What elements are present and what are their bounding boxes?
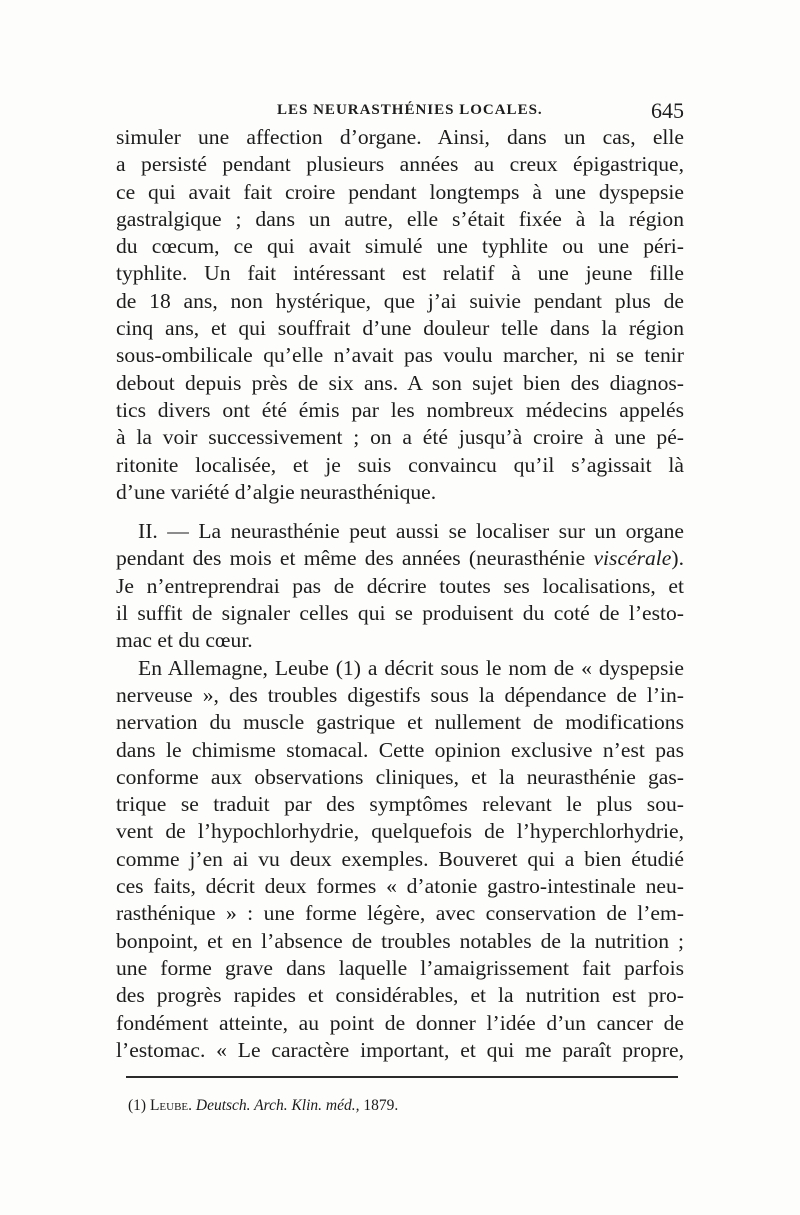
- text-line: typhlite. Un fait intéressant est relatif à une jeune fille: [116, 261, 684, 286]
- text-line: II. — La neurasthénie peut aussi se localiser sur un organe: [138, 519, 684, 544]
- text-line: nervation du muscle gastrique et nullement de modifications: [116, 710, 684, 735]
- text-fragment: ).: [671, 546, 684, 571]
- paragraph-1: [116, 124, 684, 506]
- text-line: sous-ombilicale qu’elle n’avait pas voulu marcher, ni se tenir: [116, 343, 684, 368]
- footnote-rule: [126, 1076, 678, 1078]
- text-line: il suffit de signaler celles qui se produisent du coté de l’esto-: [116, 601, 684, 626]
- text-line: conforme aux observations cliniques, et la neurasthénie gas-: [116, 764, 684, 789]
- footnote-journal: Deutsch. Arch. Klin. méd.,: [195, 1097, 360, 1114]
- text-line: ces faits, décrit deux formes « d’atonie gastro-intestinale neu-: [116, 874, 684, 899]
- text-line: a persisté pendant plusieurs années au creux épigastrique,: [116, 152, 684, 177]
- text-line: de 18 ans, non hystérique, que j’ai suivie pendant plus de: [116, 288, 684, 313]
- text-line: [116, 545, 684, 572]
- text-line: bonpoint, et en l’absence de troubles notables de la nutrition ;: [116, 928, 684, 953]
- paragraph-spacer: [116, 506, 684, 518]
- text-line: rasthénique » : une forme légère, avec conservation de l’em-: [116, 901, 684, 926]
- page-number: 645: [651, 98, 684, 123]
- italic-word: viscérale: [593, 546, 672, 571]
- footnote-author: Leube.: [149, 1097, 193, 1114]
- text-line: comme j’en ai vu deux exemples. Bouveret qui a bien étudié: [116, 846, 684, 871]
- text-line: l’estomac. « Le caractère important, et qui me paraît propre,: [116, 1037, 684, 1062]
- text-line: à la voir successivement ; on a été jusqu’à croire à une pé-: [116, 425, 684, 450]
- footnote: [128, 1097, 398, 1115]
- text-line: simuler une affection d’organe. Ainsi, dans un cas, elle: [116, 125, 684, 149]
- text-line: du cœcum, ce qui avait simulé une typhlite ou une péri-: [116, 234, 684, 259]
- text-line: vent de l’hypochlorhydrie, quelquefois de l’hyperchlorhydrie,: [116, 819, 684, 844]
- text-line: ce qui avait fait croire pendant longtemps à une dyspepsie: [116, 179, 684, 204]
- text-line: tics divers ont été émis par les nombreux médecins appelés: [116, 397, 684, 422]
- text-line: cinq ans, et qui souffrait d’une douleur telle dans la région: [116, 316, 684, 341]
- text-line: En Allemagne, Leube (1) a décrit sous le nom de « dyspepsie: [138, 655, 684, 680]
- text-line: dans le chimisme stomacal. Cette opinion exclusive n’est pas: [116, 737, 684, 762]
- text-line: fondément atteinte, au point de donner l’idée d’un cancer de: [116, 1010, 684, 1035]
- text-line: nerveuse », des troubles digestifs sous la dépendance de l’in-: [116, 682, 684, 707]
- text-line: mac et du cœur.: [116, 628, 253, 653]
- text-line: debout depuis près de six ans. A son sujet bien des diagnos-: [116, 370, 684, 395]
- text-line: une forme grave dans laquelle l’amaigrissement fait parfois: [116, 955, 684, 980]
- text-line: trique se traduit par des symptômes relevant le plus sou-: [116, 792, 684, 817]
- text-line: d’une variété d’algie neurasthénique.: [116, 479, 437, 504]
- paragraph-2: [116, 518, 684, 654]
- running-head: LES NEURASTHÉNIES LOCALES.: [277, 102, 543, 118]
- text-line: ritonite localisée, et je suis convaincu qu’il s’agissait là: [116, 452, 684, 477]
- text-fragment: pendant des mois et même des années (neurasthénie: [116, 546, 594, 571]
- text-line: gastralgique ; dans un autre, elle s’était fixée à la région: [116, 206, 684, 231]
- body-text: [116, 124, 684, 1064]
- footnote-year: 1879.: [363, 1097, 399, 1114]
- text-line: des progrès rapides et considérables, et la nutrition est pro-: [116, 983, 684, 1008]
- text-line: Je n’entreprendrai pas de décrire toutes ses localisations, et: [116, 573, 684, 598]
- paragraph-3: [116, 655, 684, 1064]
- footnote-number: (1): [128, 1097, 147, 1114]
